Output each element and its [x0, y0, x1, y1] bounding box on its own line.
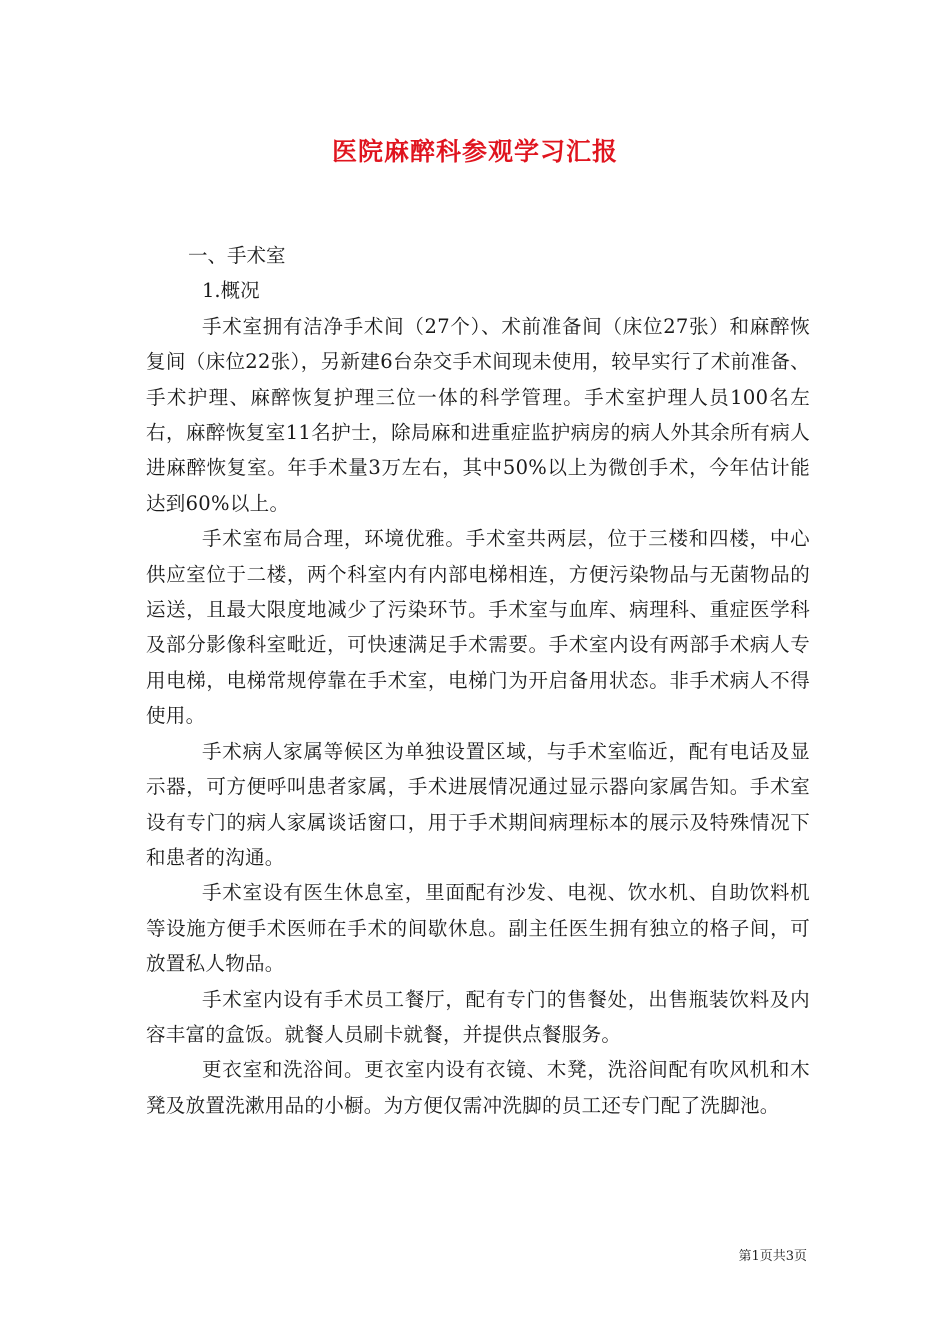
document-title: 医院麻醉科参观学习汇报 — [331, 137, 618, 166]
page-number: 第1页共3页 — [738, 1249, 807, 1264]
document-body — [146, 238, 810, 1123]
section-heading: 一、手术室 — [188, 244, 286, 267]
subsection-heading: 1.概况 — [202, 279, 260, 303]
paragraph-family-waiting-area: 手术病人家属等候区为单独设置区域，与手术室临近，配有电话及显示器，可方便呼叫患者家属，手术进展情况通过显示器向家属告知。手术室设有专门的病人家属谈话窗口，用于手术期间病理标本的展示及特殊情况下和患者的沟通。 — [146, 739, 810, 869]
paragraph-staff-canteen: 手术室内设有手术员工餐厅，配有专门的售餐处，出售瓶装饮料及内容丰富的盒饭。就餐人员刷卡就餐，并提供点餐服务。 — [146, 987, 810, 1046]
paragraph-locker-room: 更衣室和洗浴间。更衣室内设有衣镜、木凳，洗浴间配有吹风机和木凳及放置洗漱用品的小橱。为方便仅需冲洗脚的员工还专门配了洗脚池。 — [146, 1058, 810, 1117]
paragraph-layout: 手术室布局合理，环境优雅。手术室共两层，位于三楼和四楼，中心供应室位于二楼，两个科室内有内部电梯相连，方便污染物品与无菌物品的运送，且最大限度地减少了污染环节。手术室与血库、病理科、重症医学科及部分影像科室毗近，可快速满足手术需要。手术室内设有两部手术病人专用电梯，电梯常规停靠在手术室，电梯门为开启备用状态。非手术病人不得使用。 — [146, 527, 810, 728]
paragraph-overview: 手术室拥有洁净手术间（27个）、术前准备间（床位27张）和麻醉恢复间（床位22张），另新建6台杂交手术间现未使用，较早实行了术前准备、手术护理、麻醉恢复护理三位一体的科学管理。手术室护理人员100名左右，麻醉恢复室11名护士，除局麻和进重症监护病房的病人外其余所有病人进麻醉恢复室。年手术量3万左右，其中50%以上为微创手术，今年估计能达到60%以上。 — [146, 314, 810, 515]
paragraph-doctor-lounge: 手术室设有医生休息室，里面配有沙发、电视、饮水机、自助饮料机等设施方便手术医师在手术的间歇休息。副主任医生拥有独立的格子间，可放置私人物品。 — [146, 881, 810, 976]
